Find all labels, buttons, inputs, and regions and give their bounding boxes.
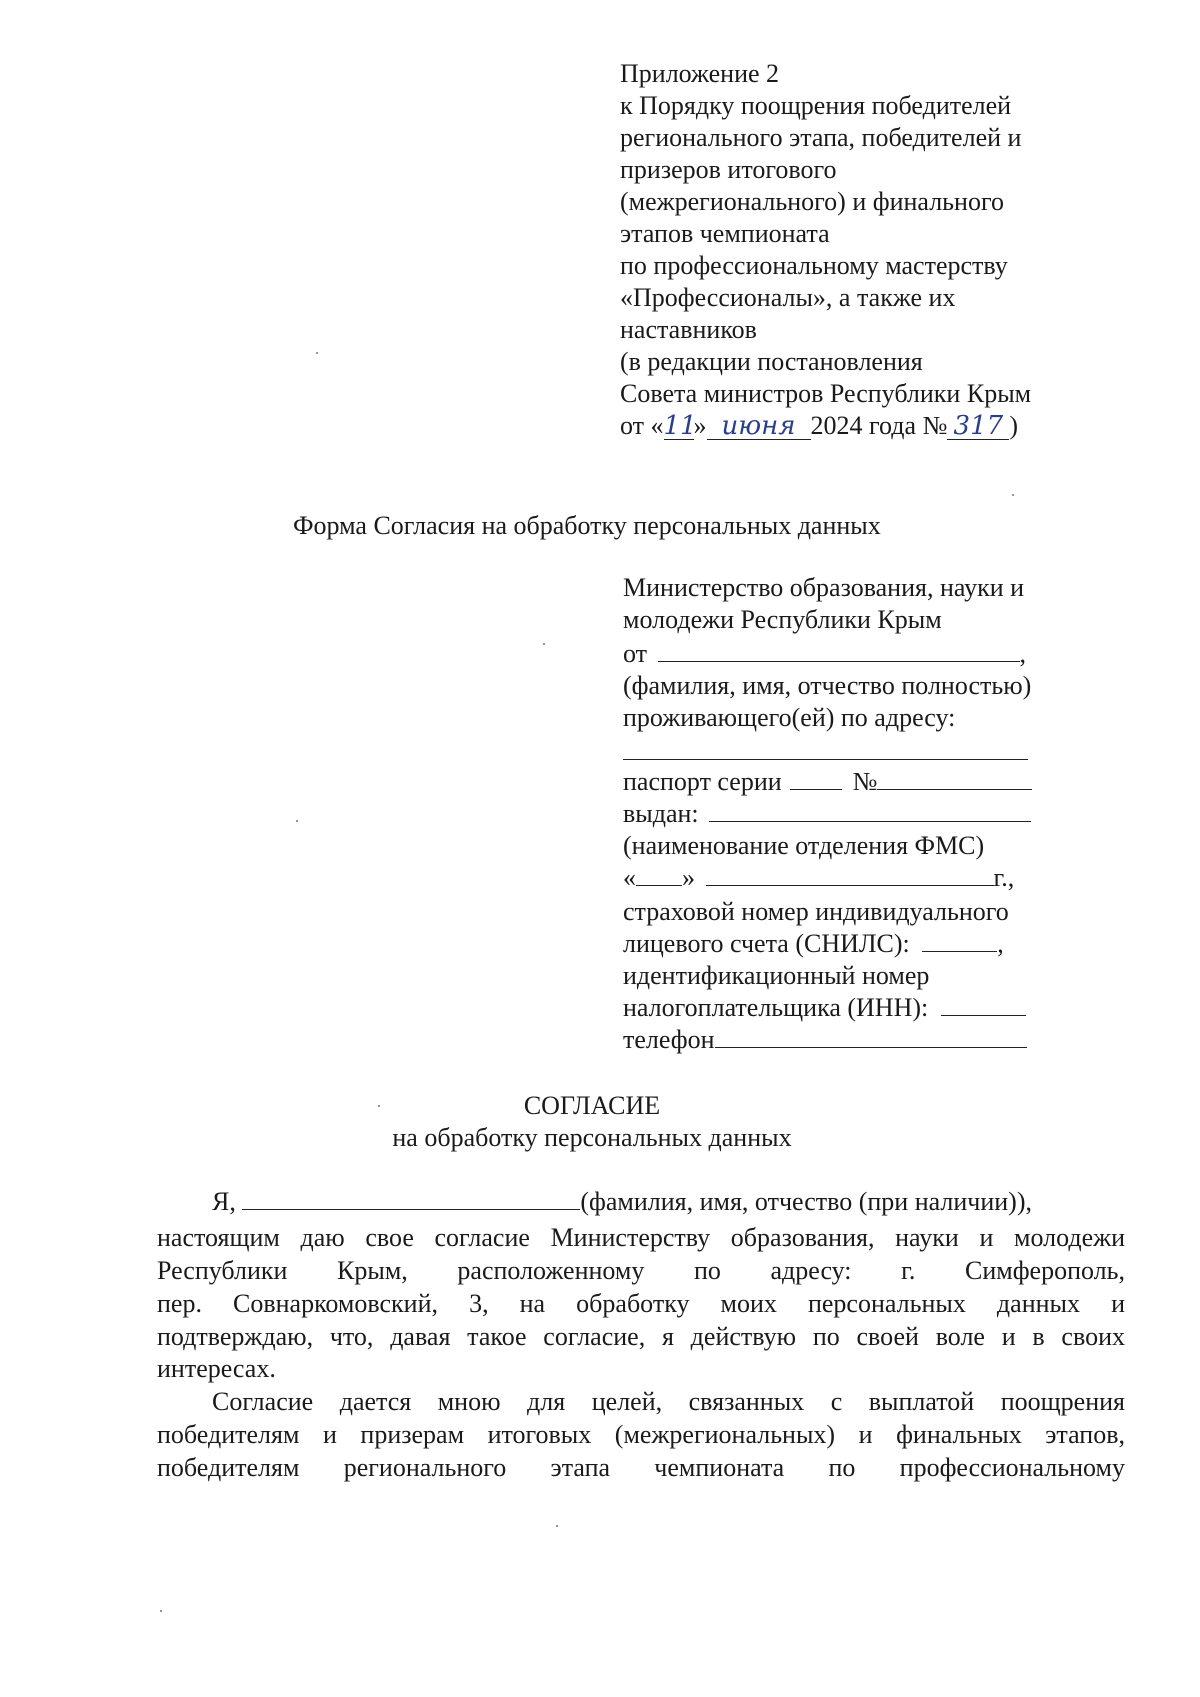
scan-speck bbox=[1012, 494, 1014, 496]
issue-date-line bbox=[623, 862, 1014, 894]
snils-label: лицевого счета (СНИЛС): bbox=[623, 929, 910, 958]
consent-subtitle: на обработку персональных данных bbox=[392, 1123, 792, 1152]
scan-speck bbox=[378, 1105, 380, 1107]
year-suffix: г., bbox=[993, 863, 1015, 892]
scan-speck bbox=[296, 820, 298, 822]
snils-blank bbox=[922, 929, 997, 952]
appendix-line-3: регионального этапа, победителей и bbox=[620, 123, 1022, 152]
para1-line-3: Республики Крым, расположенному по адресу: г. Симферополь, bbox=[157, 1256, 1125, 1285]
address-line bbox=[623, 736, 1028, 768]
appendix-line-6: этапов чемпионата bbox=[620, 219, 830, 248]
appendix-line-9: наставников bbox=[620, 315, 757, 344]
residing-label: проживающего(ей) по адресу: bbox=[623, 703, 956, 732]
handwritten-day: 11 bbox=[663, 411, 697, 441]
appendix-line-5: (межрегионального) и финального bbox=[620, 187, 1004, 216]
inn-blank bbox=[941, 993, 1026, 1016]
snils-line-2 bbox=[623, 928, 1004, 960]
inn-line-1: идентификационный номер bbox=[623, 961, 930, 990]
handwritten-month: июня bbox=[707, 413, 811, 440]
passport-line bbox=[623, 766, 1032, 798]
snils-line-1: страховой номер индивидуального bbox=[623, 897, 1009, 926]
para1-line-5: подтверждаю, что, давая такое согласие, я действую по своей воле и в своих bbox=[157, 1322, 1125, 1351]
fio-blank bbox=[658, 639, 1020, 662]
issued-label: выдан: bbox=[623, 799, 699, 828]
address-blank bbox=[623, 737, 1028, 760]
phone-blank bbox=[715, 1025, 1027, 1048]
para2-line-2: победителям и призерам итоговых (межрегиональных) и финальных этапов, bbox=[157, 1420, 1125, 1449]
form-title: Форма Согласия на обработку персональных данных bbox=[293, 511, 881, 540]
para1-line-6: интересах. bbox=[157, 1354, 276, 1383]
para1-line-1 bbox=[212, 1186, 1032, 1218]
date-mid: » bbox=[693, 411, 707, 440]
para1-line-2: настоящим даю свое согласие Министерству образования, науки и молодежи bbox=[157, 1223, 1125, 1252]
inn-label: налогоплательщика (ИНН): bbox=[623, 993, 929, 1022]
appendix-line-1: Приложение 2 bbox=[620, 59, 780, 88]
addressee-line-1: Министерство образования, науки и bbox=[623, 573, 1025, 602]
para2-line-3: победителям регионального этапа чемпионата по профессиональному bbox=[157, 1453, 1125, 1482]
from-line bbox=[623, 638, 1026, 670]
date-prefix: от « bbox=[620, 411, 664, 440]
appendix-date-line bbox=[620, 410, 1018, 442]
scan-speck bbox=[160, 1610, 162, 1612]
appendix-line-11: Совета министров Республики Крым bbox=[620, 379, 1032, 408]
fms-hint: (наименование отделения ФМС) bbox=[623, 831, 985, 860]
issued-blank bbox=[709, 799, 1031, 822]
passport-series-blank bbox=[790, 767, 842, 790]
scan-speck bbox=[316, 352, 318, 354]
appendix-line-8: «Профессионалы», а также их bbox=[620, 283, 956, 312]
snils-comma: , bbox=[997, 929, 1004, 958]
fio-hint: (фамилия, имя, отчество полностью) bbox=[623, 671, 1032, 700]
passport-series-label: паспорт серии bbox=[623, 767, 782, 796]
appendix-line-4: призеров итогового bbox=[620, 155, 837, 184]
addressee-line-2: молодежи Республики Крым bbox=[623, 605, 942, 634]
quote-close: » bbox=[682, 863, 695, 892]
issue-day-blank bbox=[636, 863, 682, 886]
scan-speck bbox=[556, 1525, 558, 1527]
from-comma: , bbox=[1019, 639, 1027, 668]
appendix-line-2: к Порядку поощрения победителей bbox=[620, 91, 1012, 120]
date-suffix: ) bbox=[1009, 411, 1019, 440]
date-year: 2024 года № bbox=[810, 411, 948, 440]
handwritten-number: 317 bbox=[947, 413, 1009, 440]
passport-number-blank bbox=[877, 767, 1032, 790]
from-label: от bbox=[623, 639, 648, 668]
appendix-line-10: (в редакции постановления bbox=[620, 347, 923, 376]
issue-month-blank bbox=[706, 863, 994, 886]
para1-line-4: пер. Совнаркомовский, 3, на обработку моих персональных данных и bbox=[157, 1289, 1125, 1318]
phone-label: телефон bbox=[623, 1025, 715, 1054]
passport-number-label: № bbox=[852, 767, 878, 796]
consent-fio-blank bbox=[242, 1187, 580, 1210]
para1-start: Я, bbox=[212, 1187, 236, 1216]
appendix-line-7: по профессиональному мастерству bbox=[620, 251, 1008, 280]
issued-line bbox=[623, 798, 1031, 830]
phone-line bbox=[623, 1024, 1027, 1056]
quote-open: « bbox=[623, 863, 636, 892]
para1-rest: (фамилия, имя, отчество (при наличии)), bbox=[580, 1187, 1032, 1216]
para2-line-1: Согласие дается мною для целей, связанных с выплатой поощрения bbox=[212, 1387, 1125, 1416]
consent-title: СОГЛАСИЕ bbox=[523, 1091, 661, 1120]
scan-speck bbox=[543, 643, 545, 645]
inn-line-2 bbox=[623, 992, 1026, 1024]
